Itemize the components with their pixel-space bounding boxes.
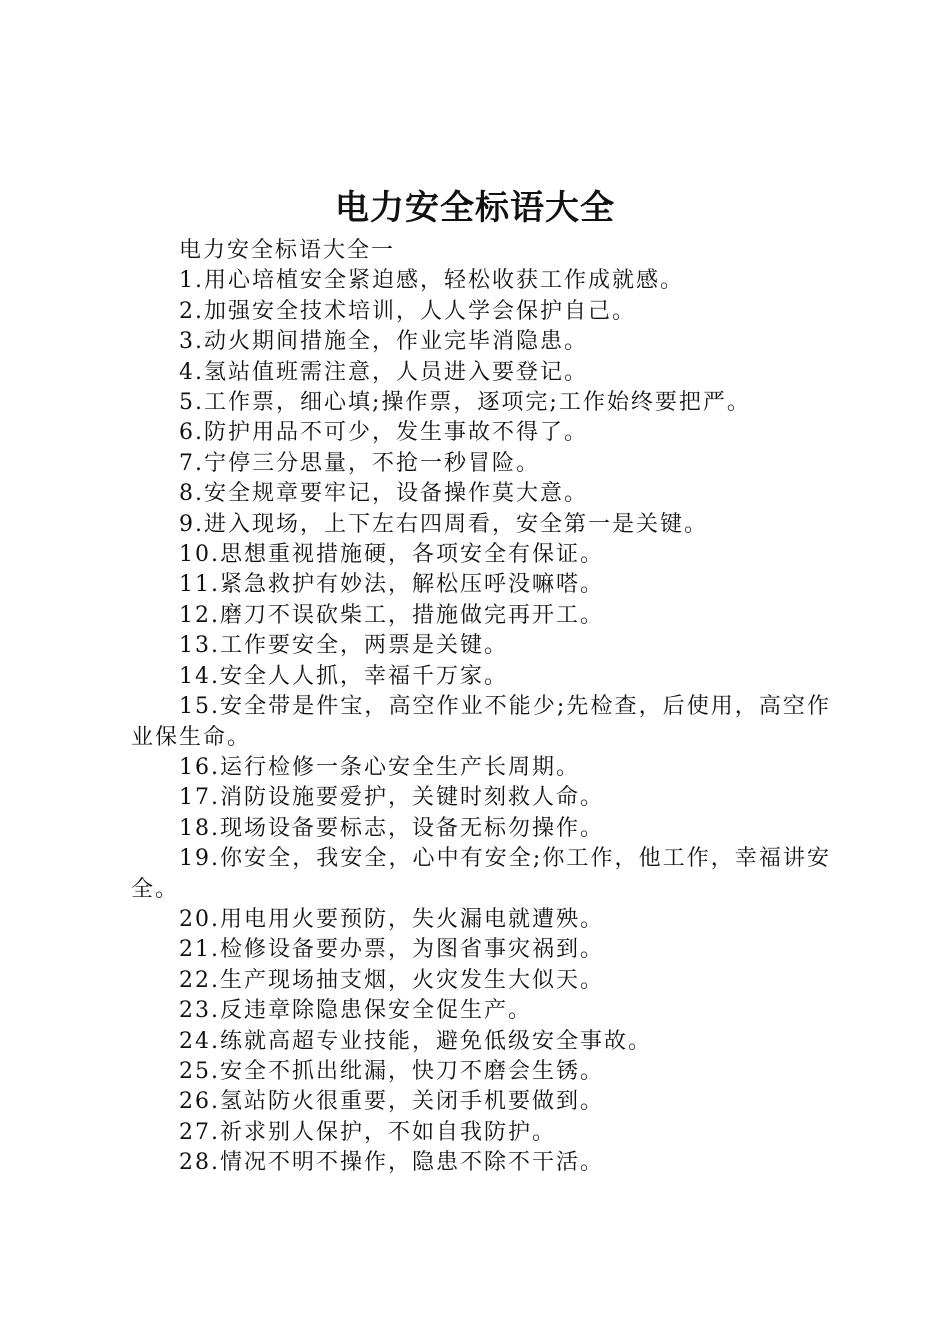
slogan-item: 4.氢站值班需注意，人员进入要登记。 — [179, 359, 588, 385]
slogan-item: 27.祈求别人保护，不如自我防护。 — [179, 1119, 556, 1145]
document-body — [131, 236, 831, 1179]
slogan-item: 19.你安全，我安全，心中有安全;你工作，他工作，幸福讲安全。 — [131, 846, 831, 902]
slogan-item: 26.氢站防火很重要，关闭手机要做到。 — [179, 1089, 604, 1115]
slogan-item: 24.练就高超专业技能，避免低级安全事故。 — [179, 1028, 652, 1054]
section-heading: 电力安全标语大全一 — [179, 238, 396, 263]
slogan-item: 5.工作票，细心填;操作票，逐项完;工作始终要把严。 — [179, 390, 751, 416]
slogan-item: 8.安全规章要牢记，设备操作莫大意。 — [179, 481, 588, 507]
document-title: 电力安全标语大全 — [335, 188, 615, 228]
slogan-item: 12.磨刀不误砍柴工，措施做完再开工。 — [179, 602, 604, 628]
slogan-item: 2.加强安全技术培训，人人学会保护自己。 — [179, 298, 636, 324]
slogan-item: 7.宁停三分思量，不抢一秒冒险。 — [179, 450, 540, 476]
slogan-item: 11.紧急救护有妙法，解松压呼没嘛嗒。 — [179, 572, 604, 598]
slogan-item: 28.情况不明不操作，隐患不除不干活。 — [179, 1150, 604, 1176]
slogan-item: 16.运行检修一条心安全生产长周期。 — [179, 754, 580, 780]
slogan-item: 17.消防设施要爱护，关键时刻救人命。 — [179, 785, 604, 811]
slogan-item: 22.生产现场抽支烟，火灾发生大似天。 — [179, 967, 604, 993]
slogan-item: 25.安全不抓出纰漏，快刀不磨会生锈。 — [179, 1058, 604, 1084]
slogan-item: 1.用心培植安全紧迫感，轻松收获工作成就感。 — [179, 268, 684, 294]
slogan-item: 14.安全人人抓，幸福千万家。 — [179, 663, 508, 689]
slogan-item: 6.防护用品不可少，发生事故不得了。 — [179, 420, 588, 446]
slogan-item: 18.现场设备要标志，设备无标勿操作。 — [179, 815, 604, 841]
slogan-item: 9.进入现场，上下左右四周看，安全第一是关键。 — [179, 511, 708, 537]
slogan-item: 23.反违章除隐患保安全促生产。 — [179, 998, 532, 1024]
slogan-item: 20.用电用火要预防，失火漏电就遭殃。 — [179, 906, 604, 932]
slogan-item: 15.安全带是件宝，高空作业不能少;先检查，后使用，高空作业保生命。 — [131, 694, 831, 750]
slogan-item: 21.检修设备要办票，为图省事灾祸到。 — [179, 937, 604, 963]
slogan-item: 10.思想重视措施硬，各项安全有保证。 — [179, 542, 604, 568]
slogan-item: 3.动火期间措施全，作业完毕消隐患。 — [179, 329, 588, 355]
slogan-item: 13.工作要安全，两票是关键。 — [179, 633, 508, 659]
slogan-list — [131, 266, 831, 1178]
